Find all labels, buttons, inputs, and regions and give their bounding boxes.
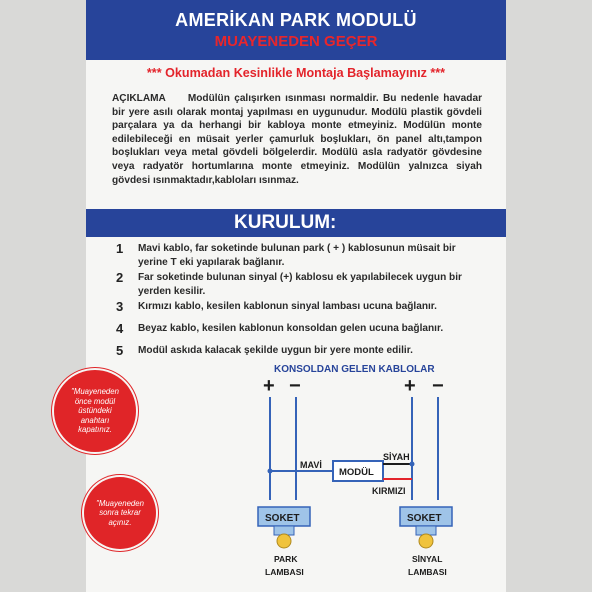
left-plus-sign: +: [263, 375, 275, 397]
siyah-label: SİYAH: [383, 452, 410, 462]
park-socket-label: SOKET: [265, 513, 300, 524]
signal-lamp-icon: [419, 534, 433, 548]
step-number: 1: [116, 241, 124, 256]
siyah-junction: [410, 462, 415, 467]
badge-after-inspection-text: "Muayeneden sonra tekrar açınız.: [96, 498, 144, 527]
right-minus-sign: −: [432, 375, 444, 397]
step-number: 3: [116, 299, 124, 314]
step-number: 2: [116, 270, 124, 285]
step-number: 5: [116, 343, 124, 358]
mavi-label: MAVİ: [300, 460, 322, 470]
step-text: Far soketinde bulunan sinyal (+) kablosu ek yapılabilecek uygun bir yerden kesilir.: [138, 272, 462, 297]
park-lamp-label-1: PARK: [274, 554, 298, 564]
badge-before-inspection-text: "Muayeneden önce modül üstündeki anahtarı kapatınız.: [71, 387, 119, 435]
mavi-junction: [268, 469, 273, 474]
signal-lamp-label-1: SİNYAL: [412, 554, 443, 564]
park-lamp-label-2: LAMBASI: [265, 567, 304, 577]
signal-socket-label: SOKET: [407, 513, 442, 524]
warning-text: *** Okumadan Kesinlikle Montaja Başlamayınız ***: [146, 66, 446, 80]
install-heading: KURULUM:: [234, 212, 337, 233]
page-title: AMERİKAN PARK MODULÜ: [175, 10, 417, 30]
right-plus-sign: +: [404, 375, 416, 397]
kirmizi-label: KIRMIZI: [372, 486, 406, 496]
step-text: Kırmızı kablo, kesilen kablonun sinyal lambası ucuna bağlanır.: [138, 301, 437, 312]
description-body: Modülün çalışırken ısınması normaldir. Bu nedenle havadar bir yere asılı olarak montaj yapılması en uygunudur. Modülü plastik gövdeli parçalara ya da herhangi bir kabloya monte etmeyiniz. Modülün monte edilebileceği en müsait yerler çamurluk boşlukları, ön panel altı,tampon boşlukları veya metal gövdeli bölgelerdir. Modülü asla radyatör gövdesine veya radyatör hortumlarına monte etmeyiniz. Modülün yalnızca siyah gövdesi ısınmaktadır,kabloları ısınmaz.: [112, 93, 482, 186]
left-minus-sign: −: [289, 375, 301, 397]
step-text: Modül askıda kalacak şekilde uygun bir yere monte edilir.: [138, 345, 413, 356]
badge-before-inspection: [54, 370, 136, 452]
description-heading: AÇIKLAMA: [112, 93, 166, 104]
diagram-title: KONSOLDAN GELEN KABLOLAR: [274, 364, 435, 375]
page-subtitle: MUAYENEDEN GEÇER: [214, 33, 378, 50]
step-text: Beyaz kablo, kesilen kablonun konsoldan gelen ucuna bağlanır.: [138, 323, 444, 334]
signal-lamp-label-2: LAMBASI: [408, 567, 447, 577]
step-number: 4: [116, 321, 124, 336]
park-lamp-icon: [277, 534, 291, 548]
badge-after-inspection: [84, 477, 156, 549]
step-text: Mavi kablo, far soketinde bulunan park ( + ) kablosunun müsait bir yerine T eki yapılarak bağlanır.: [138, 243, 456, 268]
module-label: MODÜL: [339, 467, 374, 478]
